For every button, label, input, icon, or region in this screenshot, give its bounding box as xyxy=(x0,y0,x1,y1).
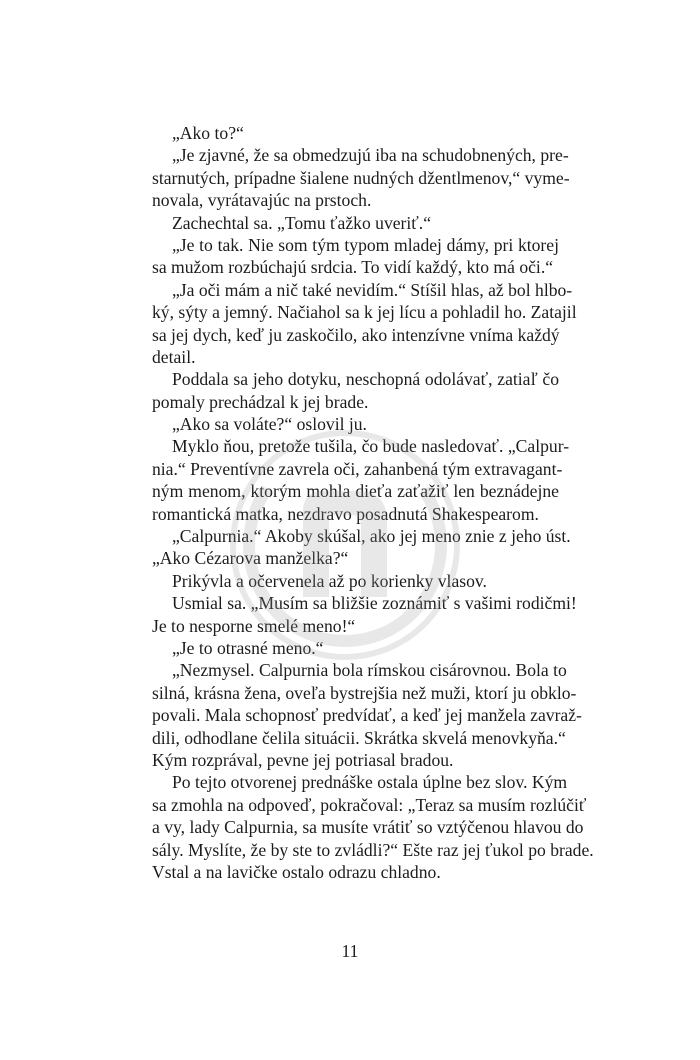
paragraph xyxy=(152,435,570,525)
text-line: sály. Myslíte, že by ste to zvládli?“ Ešte raz jej ťukol po brade. xyxy=(152,839,594,860)
paragraph xyxy=(152,212,559,234)
text-line: Je to nesporne smelé meno!“ xyxy=(152,615,356,636)
text-line: novala, vyrátavajúc na prstoch. xyxy=(152,190,372,211)
text-line: Usmial sa. „Musím sa bližšie zoznámiť s vašimi rodičmi! xyxy=(172,593,577,614)
text-line: „Calpurnia.“ Akoby skúšal, ako jej meno znie z jeho úst. xyxy=(172,526,571,547)
text-line: sa mužom rozbúchajú srdcia. To vidí každý, kto má oči.“ xyxy=(152,257,554,278)
paragraph xyxy=(152,279,577,369)
paragraph xyxy=(152,368,559,413)
text-line: Po tejto otvorenej prednáške ostala úplne bez slov. Kým xyxy=(172,772,568,793)
text-line: „Ako Cézarova manželka?“ xyxy=(152,548,349,569)
paragraph xyxy=(152,570,559,592)
text-line: „Ako to?“ xyxy=(172,123,244,143)
paragraph xyxy=(152,525,571,570)
text-line: „Je to otrasné meno.“ xyxy=(172,637,324,658)
text-line: starnutých, prípadne šialene nudných džentlmenov,“ vyme- xyxy=(152,167,570,188)
text-line: „Nezmysel. Calpurnia bola rímskou cisárovnou. Bola to xyxy=(172,660,567,681)
body-text xyxy=(152,122,594,883)
paragraph xyxy=(152,637,559,659)
text-line: „Je zjavné, že sa obmedzujú iba na schudobnených, pre- xyxy=(172,145,569,166)
text-line: nia.“ Preventívne zavrela oči, zahanbená tým extravagant- xyxy=(152,458,563,479)
paragraph xyxy=(152,413,559,435)
text-line: Prikývla a očervenela až po korienky vlasov. xyxy=(172,570,487,591)
text-line: Kým rozprával, pevne jej potriasal bradou. xyxy=(152,749,454,770)
page-number: 11 xyxy=(341,941,359,961)
paragraph xyxy=(152,122,559,144)
text-line: a vy, lady Calpurnia, sa musíte vrátiť so vztýčenou hlavou do xyxy=(152,817,584,838)
text-line: dili, odhodlane čelila situácii. Skrátka skvelá menovkyňa.“ xyxy=(152,727,566,748)
text-line: Vstal a na lavičke ostalo odrazu chladno. xyxy=(152,861,441,882)
text-line: Poddala sa jeho dotyku, neschopná odolávať, zatiaľ čo xyxy=(172,369,559,390)
paragraph xyxy=(152,659,582,771)
text-line: ký, sýty a jemný. Načiahol sa k jej lícu a pohladil ho. Zatajil xyxy=(152,302,577,323)
text-line: Myklo ňou, pretože tušila, čo bude nasledovať. „Calpur- xyxy=(172,436,570,457)
paragraph xyxy=(152,234,559,279)
text-line: „Je to tak. Nie som tým typom mladej dámy, pri ktorej xyxy=(172,234,559,255)
text-line: ným menom, ktorým mohla dieťa zaťažiť len beznádejne xyxy=(152,481,559,502)
paragraph xyxy=(152,771,594,883)
paragraph xyxy=(152,144,570,211)
paragraph xyxy=(152,592,577,637)
text-line: detail. xyxy=(152,346,196,367)
text-line: „Ja oči mám a nič také nevidím.“ Stíšil hlas, až bol hlbo- xyxy=(172,279,573,300)
text-line: romantická matka, nezdravo posadnutá Shakespearom. xyxy=(152,503,539,524)
text-line: sa jej dych, keď ju zaskočilo, ako intenzívne vníma každý xyxy=(152,324,560,345)
text-line: povali. Mala schopnosť predvídať, a keď jej manžela zavraž- xyxy=(152,705,582,726)
text-line: „Ako sa voláte?“ oslovil ju. xyxy=(172,414,367,435)
text-line: silná, krásna žena, oveľa bystrejšia než muži, ktorí ju obklo- xyxy=(152,682,577,703)
text-line: sa zmohla na odpoveď, pokračoval: „Teraz sa musím rozlúčiť xyxy=(152,794,587,815)
text-line: pomaly prechádzal k jej brade. xyxy=(152,391,369,412)
text-line: Zachechtal sa. „Tomu ťažko uveriť.“ xyxy=(172,212,432,233)
